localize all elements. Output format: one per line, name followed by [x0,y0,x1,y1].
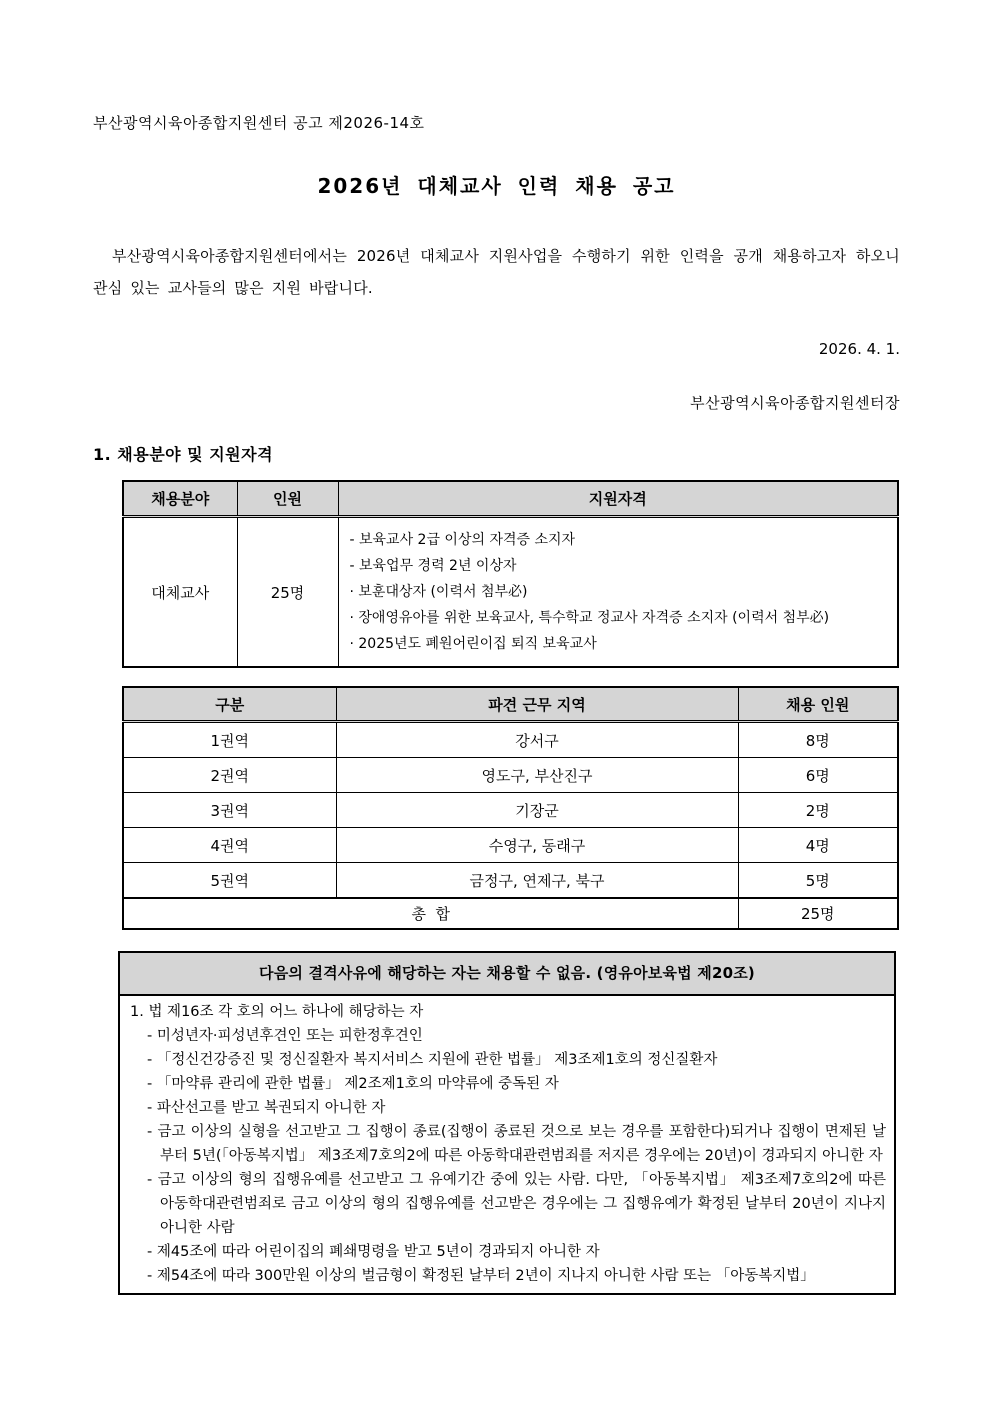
region-total-label-cell: 총 합 [123,898,738,929]
region-table [122,686,899,930]
disqualification-item: - 제54조에 따라 300만원 이상의 벌금형이 확정된 날부터 2년이 지나지 아니한 사람 또는 「아동복지법」 [147,1268,815,1284]
region-table-header-zone: 구분 [123,687,336,722]
region-table-header-count: 채용 인원 [738,687,898,722]
disqualification-item: - 파산선고를 받고 복권되지 아니한 자 [147,1100,386,1116]
region-count-cell: 4명 [738,828,898,863]
document-content [93,0,900,1295]
region-table-total-row [123,898,898,929]
region-area-cell: 기장군 [336,793,738,828]
recruit-qualifications-cell [338,517,898,668]
notice-number: 부산광역시육아종합지원센터 공고 제2026-14호 [93,114,425,132]
region-area-cell: 수영구, 동래구 [336,828,738,863]
recruit-table-header-row [123,481,898,517]
recruit-table [122,480,899,668]
page-title: 2026년 대체교사 인력 채용 공고 [317,174,676,198]
announcement-date: 2026. 4. 1. [818,340,900,358]
table-row [123,517,898,668]
recruit-table-header-field: 채용분야 [123,481,237,517]
disqualification-box-title: 다음의 결격사유에 해당하는 자는 채용할 수 없음. (영유아보육법 제20조) [120,953,894,996]
region-count-cell: 6명 [738,758,898,793]
region-zone-cell: 4권역 [123,828,336,863]
region-area-cell: 강서구 [336,722,738,758]
disqualification-item: - 「정신건강증진 및 정신질환자 복지서비스 지원에 관한 법률」 제3조제1호의 정신질환자 [147,1052,718,1068]
section1-heading: 1. 채용분야 및 지원자격 [93,445,274,464]
disqualification-box [118,951,896,1295]
region-count-cell: 5명 [738,863,898,899]
region-table-header-area: 파견 근무 지역 [336,687,738,722]
issuer-name: 부산광역시육아종합지원센터장 [690,394,900,412]
disqualification-item: - 제45조에 따라 어린이집의 폐쇄명령을 받고 5년이 경과되지 아니한 자 [147,1244,600,1260]
region-count-cell: 8명 [738,722,898,758]
region-zone-cell: 1권역 [123,722,336,758]
table-row [123,793,898,828]
disqualification-item: - 금고 이상의 실형을 선고받고 그 집행이 종료(집행이 종료된 것으로 보는 경우를 포함한다)되거나 집행이 면제된 날부터 5년(「아동복지법」 제3조제7호의2에 따른 아동학대관련범죄를 저지른 경우에는 20년)이 경과되지 아니한 자 [147,1124,886,1164]
disqualification-item: - 미성년자·피성년후견인 또는 피한정후견인 [147,1028,423,1044]
qualification-line: · 보훈대상자 (이력서 첨부必) [349,584,528,600]
recruit-table-header-count: 인원 [237,481,338,517]
region-total-count-cell: 25명 [738,898,898,929]
region-count-cell: 2명 [738,793,898,828]
table-row [123,863,898,899]
region-table-header-row [123,687,898,722]
recruit-count-cell: 25명 [237,517,338,668]
region-zone-cell: 5권역 [123,863,336,899]
table-row [123,722,898,758]
qualification-line: - 보육업무 경력 2년 이상자 [349,558,517,574]
recruit-table-header-qualification: 지원자격 [338,481,898,517]
disqualification-item: 1. 법 제16조 각 호의 어느 하나에 해당하는 자 [130,1004,424,1020]
region-area-cell: 영도구, 부산진구 [336,758,738,793]
qualification-line: · 2025년도 폐원어린이집 퇴직 보육교사 [349,636,597,652]
region-zone-cell: 2권역 [123,758,336,793]
region-area-cell: 금정구, 연제구, 북구 [336,863,738,899]
disqualification-item: - 금고 이상의 형의 집행유예를 선고받고 그 유예기간 중에 있는 사람. 다만, 「아동복지법」 제3조제7호의2에 따른 아동학대관련범죄로 금고 이상의 형의 집행유예를 선고받은 경우에는 그 집행유예가 확정된 날부터 20년이 지나지 아니한 사람 [147,1172,886,1236]
recruit-field-cell: 대체교사 [123,517,237,668]
disqualification-item: - 「마약류 관리에 관한 법률」 제2조제1호의 마약류에 중독된 자 [147,1076,559,1092]
table-row [123,828,898,863]
disqualification-list [120,996,894,1293]
qualification-line: · 장애영유아를 위한 보육교사, 특수학교 정교사 자격증 소지자 (이력서 첨부必) [349,610,830,626]
qualification-line: - 보육교사 2급 이상의 자격증 소지자 [349,532,576,548]
region-zone-cell: 3권역 [123,793,336,828]
intro-paragraph: 부산광역시육아종합지원센터에서는 2026년 대체교사 지원사업을 수행하기 위한 인력을 공개 채용하고자 하오니 관심 있는 교사들의 많은 지원 바랍니다. [93,247,900,297]
table-row [123,758,898,793]
